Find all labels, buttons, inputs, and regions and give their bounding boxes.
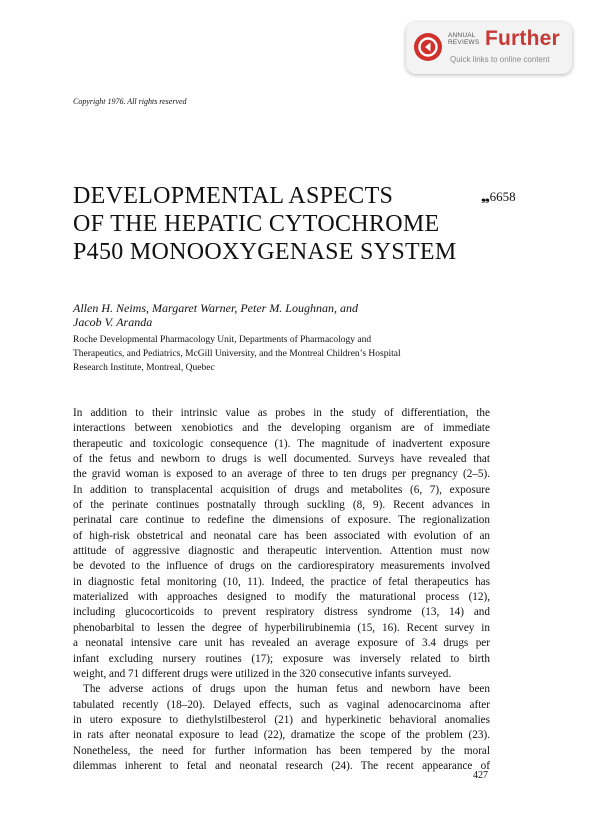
author-list <box>73 301 358 329</box>
badge-tagline: Quick links to online content <box>450 55 550 64</box>
body-line: In addition to their intrinsic value as probes in the study of differentiation, the <box>73 407 490 419</box>
body-line: a neonatal intensive care unit has revealed an average exposure of 3.4 drugs per <box>73 637 490 650</box>
badge-annual-text: ANNUAL <box>448 32 476 39</box>
body-line: including glucocorticoids to prevent respiratory distress syndrome (13, 14) and <box>73 606 490 619</box>
body-line: In addition to transplacental acquisition of drugs and metabolites (6, 7), exposure <box>73 483 490 496</box>
affiliation-line: Therapeutics, and Pediatrics, McGill University, and the Montreal Children’s Hospital <box>73 349 401 359</box>
article-id: ❠6658 <box>481 189 516 204</box>
body-line: tabulated recently (18–20). Delayed effects, such as vaginal adenocarcinoma after <box>73 698 490 711</box>
body-line: in utero exposure to diethylstilbesterol (21) and hyperkinetic behavioral anomalies <box>73 713 490 726</box>
body-line: of the perinate continues postnatally through suckling (8, 9). Recent advances in <box>73 499 490 512</box>
badge-reviews-text: REVIEWS <box>448 39 480 46</box>
body-line: in diagnostic fetal monitoring (10, 11). Indeed, the practice of fetal therapeutics has <box>73 575 490 588</box>
body-line: be devoted to the influence of drugs on the cardiorespiratory measurements involved <box>73 560 490 573</box>
body-line: therapeutic and toxicologic consequence (1). The magnitude of inadvertent exposure <box>73 437 490 450</box>
badge-brand <box>448 32 479 46</box>
further-badge-link[interactable] <box>406 22 572 74</box>
body-line: interactions between xenobiotics and the developing organism are of immediate <box>73 422 490 435</box>
body-line: attitude of aggressive diagnostic and therapeutic intervention. Attention must now <box>73 545 490 558</box>
body-line: of high-risk obstetrical and neonatal care has been associated with evolution of an <box>73 529 490 542</box>
title-line: OF THE HEPATIC CYTOCHROME <box>73 211 440 237</box>
affiliation <box>73 333 513 375</box>
body-line: in rats after neonatal exposure to lead (22), dramatize the scope of the problem (23). <box>73 729 490 742</box>
body-line: infant excluding nursery routines (17); exposure was inversely related to birth <box>73 652 490 665</box>
body-line: phenobarbital to lessen the degree of hyperbilirubinemia (15, 16). Recent survey in <box>73 621 490 634</box>
article-body <box>73 406 490 774</box>
affiliation-line: Research Institute, Montreal, Quebec <box>73 363 215 373</box>
body-line: weight, and 71 different drugs were utilized in the 320 consecutive infants surveyed. <box>73 667 452 680</box>
body-line: Nonetheless, the need for further information has been tempered by the moral <box>73 744 490 757</box>
copyright-notice: Copyright 1976. All rights reserved <box>73 97 187 106</box>
body-line: materialized with approaches designed to modify the maturational process (12), <box>73 591 490 604</box>
badge-further-word: Further <box>485 27 560 50</box>
body-line: the gravid woman is exposed to an average of three to ten drugs per pregnancy (2–5). <box>73 468 490 481</box>
author-line: Allen H. Neims, Margaret Warner, Peter M. Loughnan, and <box>73 301 358 315</box>
affiliation-line: Roche Developmental Pharmacology Unit, Departments of Pharmacology and <box>73 335 372 345</box>
page-number: 427 <box>473 770 488 781</box>
article-title <box>73 182 457 266</box>
body-line: of the fetus and newborn to drugs is well documented. Surveys have revealed that <box>73 453 490 466</box>
title-line: P450 MONOOXYGENASE SYSTEM <box>73 239 457 265</box>
body-line: perinatal care continue to redefine the dimensions of exposure. The regionalization <box>73 514 490 527</box>
body-line: dilemmas inherent to fetal and neonatal research (24). The recent appearance of <box>73 759 490 772</box>
body-line: The adverse actions of drugs upon the human fetus and newborn have been <box>83 683 490 696</box>
annual-reviews-logo-icon <box>414 33 442 61</box>
author-line: Jacob V. Aranda <box>73 315 153 329</box>
title-line: DEVELOPMENTAL ASPECTS <box>73 183 394 209</box>
